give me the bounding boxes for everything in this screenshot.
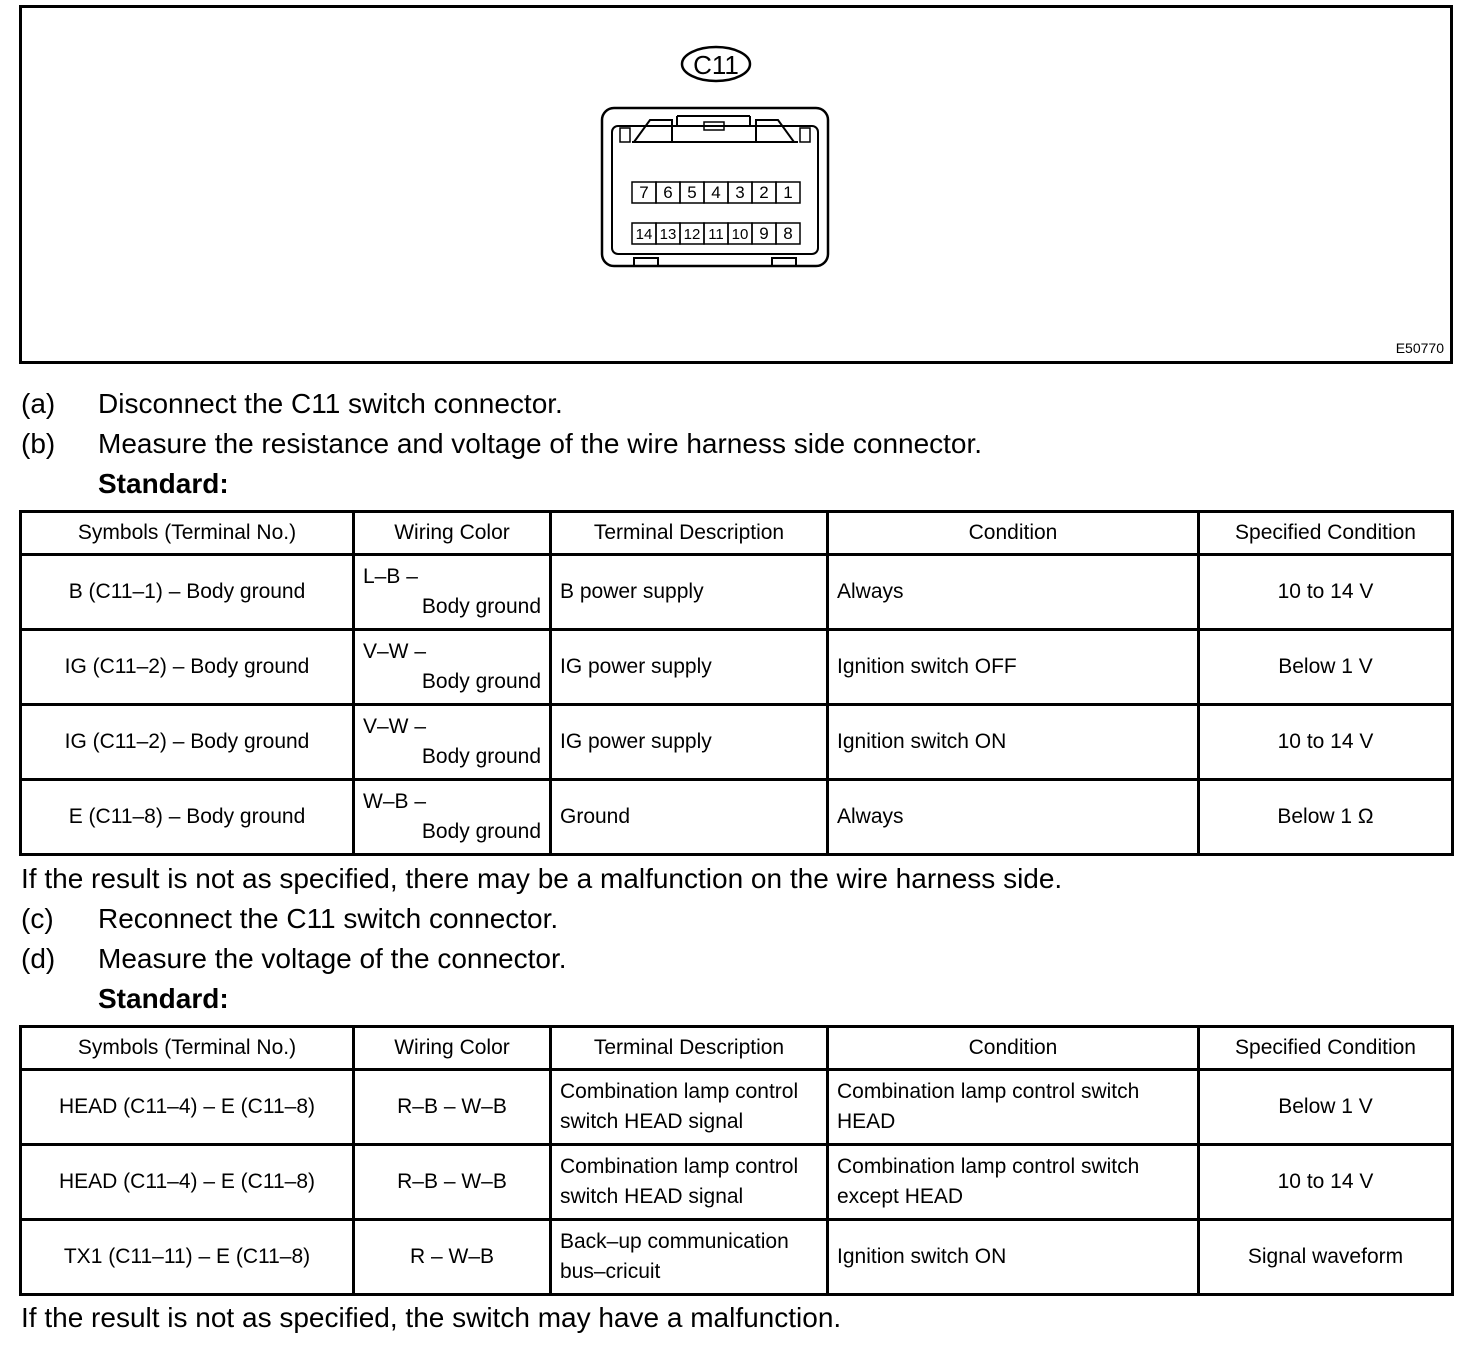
- cell-specified: Below 1 Ω: [1199, 780, 1453, 855]
- spec-table-2: [19, 1025, 1454, 1296]
- condition-line-2: HEAD: [837, 1110, 896, 1133]
- table2-header-wiring: Wiring Color: [354, 1027, 551, 1070]
- cell-description: IG power supply: [551, 630, 828, 705]
- cell-condition: [828, 1070, 1199, 1145]
- pin-number: 7: [639, 183, 649, 202]
- cell-specified: 10 to 14 V: [1199, 705, 1453, 780]
- cell-symbol: B (C11–1) – Body ground: [21, 555, 354, 630]
- table2-header-description: Terminal Description: [551, 1027, 828, 1070]
- standard-label-2: Standard:: [98, 983, 229, 1014]
- cell-description: B power supply: [551, 555, 828, 630]
- description-line-2: bus–cricuit: [560, 1260, 661, 1283]
- connector-diagram: [22, 8, 1450, 361]
- wiring-line-2: Body ground: [421, 595, 541, 618]
- condition-line-2: except HEAD: [837, 1185, 964, 1208]
- table1-header-wiring: Wiring Color: [354, 512, 551, 555]
- table1-header-condition: Condition: [828, 512, 1199, 555]
- pin-number: 3: [735, 183, 745, 202]
- step-d: [21, 942, 567, 976]
- connector-figure: [19, 5, 1453, 364]
- pin-number: 6: [663, 183, 673, 202]
- condition-line-1: Combination lamp control switch: [837, 1080, 1140, 1103]
- wiring-line-2: Body ground: [421, 745, 541, 768]
- note-1: If the result is not as specified, there may be a malfunction on the wire harness side.: [21, 863, 1063, 894]
- cell-description: Ground: [551, 780, 828, 855]
- pin-row-bottom: [632, 223, 800, 244]
- wiring-line-2: Body ground: [421, 670, 541, 693]
- table2-header-symbols: Symbols (Terminal No.): [21, 1027, 354, 1070]
- condition-line-1: Ignition switch ON: [837, 1245, 1007, 1268]
- table-row: [21, 630, 1453, 705]
- step-a: [21, 387, 563, 421]
- wiring-line-1: L–B –: [363, 565, 418, 588]
- cell-condition: [828, 1145, 1199, 1220]
- figure-id: E50770: [1395, 340, 1444, 356]
- cell-wiring: [354, 705, 551, 780]
- pin-number: 10: [731, 226, 749, 243]
- cell-description: IG power supply: [551, 705, 828, 780]
- pin-number: 9: [759, 224, 769, 243]
- description-line-1: Back–up communication: [560, 1230, 789, 1253]
- cell-condition: [828, 1220, 1199, 1295]
- cell-symbol: IG (C11–2) – Body ground: [21, 705, 354, 780]
- pin-number: 4: [711, 183, 721, 202]
- pin-number: 8: [783, 224, 793, 243]
- cell-wiring: R – W–B: [354, 1220, 551, 1295]
- cell-description: [551, 1220, 828, 1295]
- pin-number: 2: [759, 183, 769, 202]
- description-line-1: Combination lamp control: [560, 1080, 799, 1103]
- cell-wiring: [354, 780, 551, 855]
- description-line-2: switch HEAD signal: [560, 1110, 744, 1133]
- table1-header-description: Terminal Description: [551, 512, 828, 555]
- note-2: If the result is not as specified, the switch may have a malfunction.: [21, 1302, 842, 1333]
- cell-specified: 10 to 14 V: [1199, 1145, 1453, 1220]
- table1-header-row: [21, 512, 1453, 555]
- wiring-line-1: W–B –: [363, 790, 427, 813]
- description-line-2: switch HEAD signal: [560, 1185, 744, 1208]
- step-b: [21, 427, 982, 461]
- cell-symbol: TX1 (C11–11) – E (C11–8): [21, 1220, 354, 1295]
- cell-wiring: R–B – W–B: [354, 1145, 551, 1220]
- cell-wiring: [354, 630, 551, 705]
- cell-wiring: R–B – W–B: [354, 1070, 551, 1145]
- cell-condition: Ignition switch OFF: [828, 630, 1199, 705]
- cell-condition: Always: [828, 555, 1199, 630]
- step-c-text: Reconnect the C11 switch connector.: [98, 903, 559, 934]
- cell-description: [551, 1145, 828, 1220]
- table2-header-specified: Specified Condition: [1199, 1027, 1453, 1070]
- table2-header-condition: Condition: [828, 1027, 1199, 1070]
- cell-specified: 10 to 14 V: [1199, 555, 1453, 630]
- condition-line-1: Combination lamp control switch: [837, 1155, 1140, 1178]
- table-row: [21, 780, 1453, 855]
- cell-condition: Ignition switch ON: [828, 705, 1199, 780]
- table-row: [21, 555, 1453, 630]
- wiring-line-2: Body ground: [421, 820, 541, 843]
- pin-number: 13: [659, 226, 677, 243]
- table-row: [21, 705, 1453, 780]
- step-c-label: (c): [21, 903, 54, 934]
- cell-description: [551, 1070, 828, 1145]
- step-a-label: (a): [21, 388, 56, 419]
- table-row: [21, 1145, 1453, 1220]
- description-line-1: Combination lamp control: [560, 1155, 799, 1178]
- pin-number: 12: [683, 226, 701, 243]
- cell-specified: Below 1 V: [1199, 1070, 1453, 1145]
- pin-row-top: [632, 182, 800, 203]
- table-row: [21, 1070, 1453, 1145]
- step-b-text: Measure the resistance and voltage of the wire harness side connector.: [98, 428, 983, 459]
- table1-header-specified: Specified Condition: [1199, 512, 1453, 555]
- cell-specified: Signal waveform: [1199, 1220, 1453, 1295]
- cell-specified: Below 1 V: [1199, 630, 1453, 705]
- pin-number: 1: [783, 183, 793, 202]
- pin-number: 11: [708, 226, 724, 243]
- cell-symbol: HEAD (C11–4) – E (C11–8): [21, 1070, 354, 1145]
- pin-number: 5: [687, 183, 697, 202]
- connector-label: C11: [693, 50, 739, 80]
- cell-symbol: HEAD (C11–4) – E (C11–8): [21, 1145, 354, 1220]
- cell-condition: Always: [828, 780, 1199, 855]
- wiring-line-1: V–W –: [363, 715, 427, 738]
- step-c: [21, 902, 558, 936]
- cell-symbol: E (C11–8) – Body ground: [21, 780, 354, 855]
- step-d-text: Measure the voltage of the connector.: [98, 943, 567, 974]
- table-row: [21, 1220, 1453, 1295]
- table1-header-symbols: Symbols (Terminal No.): [21, 512, 354, 555]
- standard-label-1: Standard:: [98, 468, 229, 499]
- table2-header-row: [21, 1027, 1453, 1070]
- step-b-label: (b): [21, 428, 56, 459]
- wiring-line-1: V–W –: [363, 640, 427, 663]
- spec-table-1: [19, 510, 1454, 856]
- step-a-text: Disconnect the C11 switch connector.: [98, 388, 563, 419]
- cell-wiring: [354, 555, 551, 630]
- pin-number: 14: [635, 226, 653, 243]
- step-d-label: (d): [21, 943, 56, 974]
- cell-symbol: IG (C11–2) – Body ground: [21, 630, 354, 705]
